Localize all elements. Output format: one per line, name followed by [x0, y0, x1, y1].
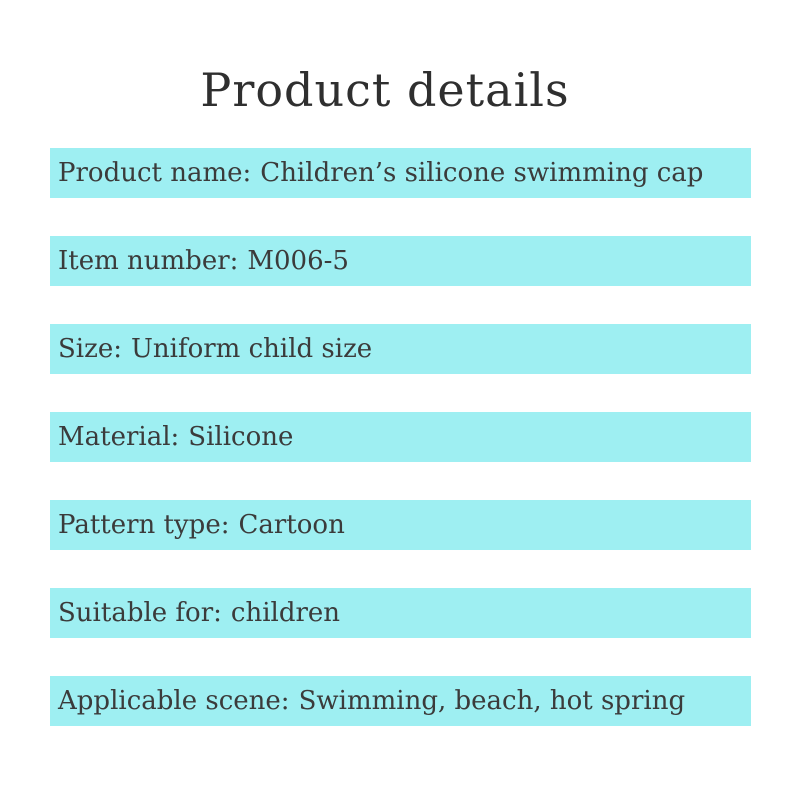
detail-row-material	[50, 412, 751, 462]
detail-row-product-name	[50, 148, 751, 198]
detail-row-applicable-scene	[50, 676, 751, 726]
detail-label: Product name:	[58, 158, 252, 188]
detail-value: Silicone	[188, 422, 294, 452]
detail-label: Material:	[58, 422, 180, 452]
detail-value: M006-5	[247, 246, 349, 276]
product-details-list	[50, 148, 751, 764]
detail-value: children	[230, 598, 341, 628]
detail-label: Applicable scene:	[58, 686, 290, 716]
detail-label: Pattern type:	[58, 510, 230, 540]
page-title: Product details	[200, 63, 570, 117]
detail-label: Size:	[58, 334, 122, 364]
detail-row-pattern-type	[50, 500, 751, 550]
detail-row-suitable-for	[50, 588, 751, 638]
detail-value: Children’s silicone swimming cap	[260, 158, 704, 188]
detail-row-item-number	[50, 236, 751, 286]
detail-row-size	[50, 324, 751, 374]
detail-label: Suitable for:	[58, 598, 222, 628]
detail-label: Item number:	[58, 246, 239, 276]
detail-value: Cartoon	[238, 510, 345, 540]
detail-value: Swimming, beach, hot spring	[298, 686, 686, 716]
detail-value: Uniform child size	[130, 334, 373, 364]
